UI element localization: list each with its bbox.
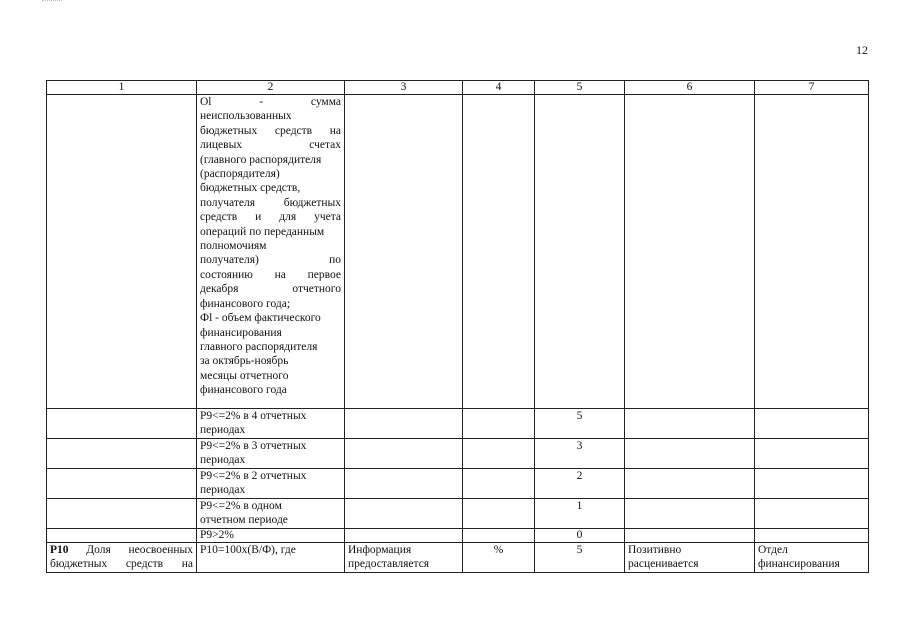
empty-cell [625, 529, 755, 543]
score-cell: 2 [535, 469, 625, 499]
condition-line: периодах [200, 424, 246, 437]
responsible-line: финансирования [758, 558, 840, 571]
condition-cell [197, 469, 345, 499]
description-line: лицевых счетах [200, 139, 341, 152]
description-line: декабря отчетного [200, 283, 341, 296]
condition-line: Р9<=2% в одном [200, 500, 282, 512]
empty-cell [625, 95, 755, 409]
score-cell: 5 [535, 409, 625, 439]
condition-line: Р9<=2% в 4 отчетных [200, 410, 307, 422]
empty-cell [345, 469, 463, 499]
table-row [47, 529, 869, 543]
empty-cell [463, 409, 535, 439]
condition-line: Р9<=2% в 3 отчетных [200, 440, 307, 452]
criterion-name-line: бюджетных средств на [50, 558, 193, 571]
criterion-code: Р10 [50, 544, 69, 556]
score-cell: 1 [535, 499, 625, 529]
description-line: за октябрь-ноябрь [200, 355, 289, 368]
empty-cell [345, 499, 463, 529]
column-number: 3 [345, 81, 463, 95]
empty-cell [755, 409, 869, 439]
condition-cell: Р9>2% [197, 529, 345, 543]
condition-cell [197, 409, 345, 439]
empty-cell [47, 499, 197, 529]
source-cell [345, 543, 463, 573]
column-number-row [47, 81, 869, 95]
empty-cell [755, 469, 869, 499]
condition-line: периодах [200, 484, 246, 497]
description-line: месяцы отчетного [200, 369, 289, 382]
description-line: (распорядителя) [200, 168, 280, 181]
empty-cell [463, 95, 535, 409]
description-line: финансового года; [200, 297, 291, 310]
description-line: Фl - объем фактического [200, 312, 321, 325]
description-line: финансирования [200, 326, 282, 339]
empty-cell [463, 439, 535, 469]
description-line: получателя бюджетных [200, 196, 341, 209]
assessment-line: расценивается [628, 558, 699, 571]
score-cell: 0 [535, 529, 625, 543]
condition-line: периодах [200, 454, 246, 467]
table-row [47, 499, 869, 529]
empty-cell [755, 95, 869, 409]
description-line: неиспользованных [200, 110, 292, 123]
column-number: 5 [535, 81, 625, 95]
empty-cell [625, 469, 755, 499]
formula-cell: Р10=100х(В/Ф), где [197, 543, 345, 573]
description-line: главного распорядителя [200, 340, 318, 353]
column-number: 1 [47, 81, 197, 95]
empty-cell [47, 469, 197, 499]
description-line: бюджетных средств, [200, 182, 301, 195]
description-line: полномочиям [200, 240, 267, 253]
description-line: состоянию на первое [200, 268, 341, 281]
column-number: 2 [197, 81, 345, 95]
assessment-line: Позитивно [628, 544, 682, 556]
empty-cell [463, 499, 535, 529]
unit-cell: % [463, 543, 535, 573]
empty-cell [345, 95, 463, 409]
source-line: предоставляется [348, 558, 430, 571]
empty-cell [625, 499, 755, 529]
criterion-name-line [50, 543, 193, 557]
empty-cell [345, 529, 463, 543]
empty-cell [345, 409, 463, 439]
responsible-line: Отдел [758, 544, 788, 556]
table-row [47, 95, 869, 409]
condition-cell [197, 439, 345, 469]
description-line: бюджетных средств на [200, 124, 341, 137]
responsible-cell [755, 543, 869, 573]
empty-cell [755, 529, 869, 543]
empty-cell [47, 439, 197, 469]
description-line: получателя) по [200, 254, 341, 267]
column-number: 4 [463, 81, 535, 95]
description-line: финансового года [200, 384, 287, 397]
criteria-table [46, 80, 869, 573]
description-line: (главного распорядителя [200, 153, 322, 166]
source-line: Информация [348, 544, 412, 556]
scan-artifact [42, 0, 62, 3]
table-row [47, 409, 869, 439]
page-number: 12 [856, 43, 868, 57]
condition-cell [197, 499, 345, 529]
empty-cell [625, 439, 755, 469]
table-row [47, 439, 869, 469]
empty-cell [755, 499, 869, 529]
column-number: 7 [755, 81, 869, 95]
criterion-name-text: Доля неосвоенных [68, 544, 193, 556]
empty-cell [463, 529, 535, 543]
empty-cell [625, 409, 755, 439]
empty-cell [463, 469, 535, 499]
table-row [47, 469, 869, 499]
description-line: операций по переданным [200, 225, 325, 238]
column-number: 6 [625, 81, 755, 95]
empty-cell [47, 409, 197, 439]
criterion-name-cell [47, 543, 197, 573]
empty-cell [755, 439, 869, 469]
condition-line: Р9<=2% в 2 отчетных [200, 470, 307, 482]
score-cell: 3 [535, 439, 625, 469]
description-line: средств и для учета [200, 211, 341, 224]
empty-cell [345, 439, 463, 469]
condition-line: отчетном периоде [200, 514, 288, 527]
description-line: Ol - сумма [200, 96, 341, 108]
table-row-p10 [47, 543, 869, 573]
max-score-cell: 5 [535, 543, 625, 573]
empty-cell [47, 529, 197, 543]
empty-cell [535, 95, 625, 409]
assessment-cell [625, 543, 755, 573]
formula-description-cell [197, 95, 345, 409]
empty-cell [47, 95, 197, 409]
